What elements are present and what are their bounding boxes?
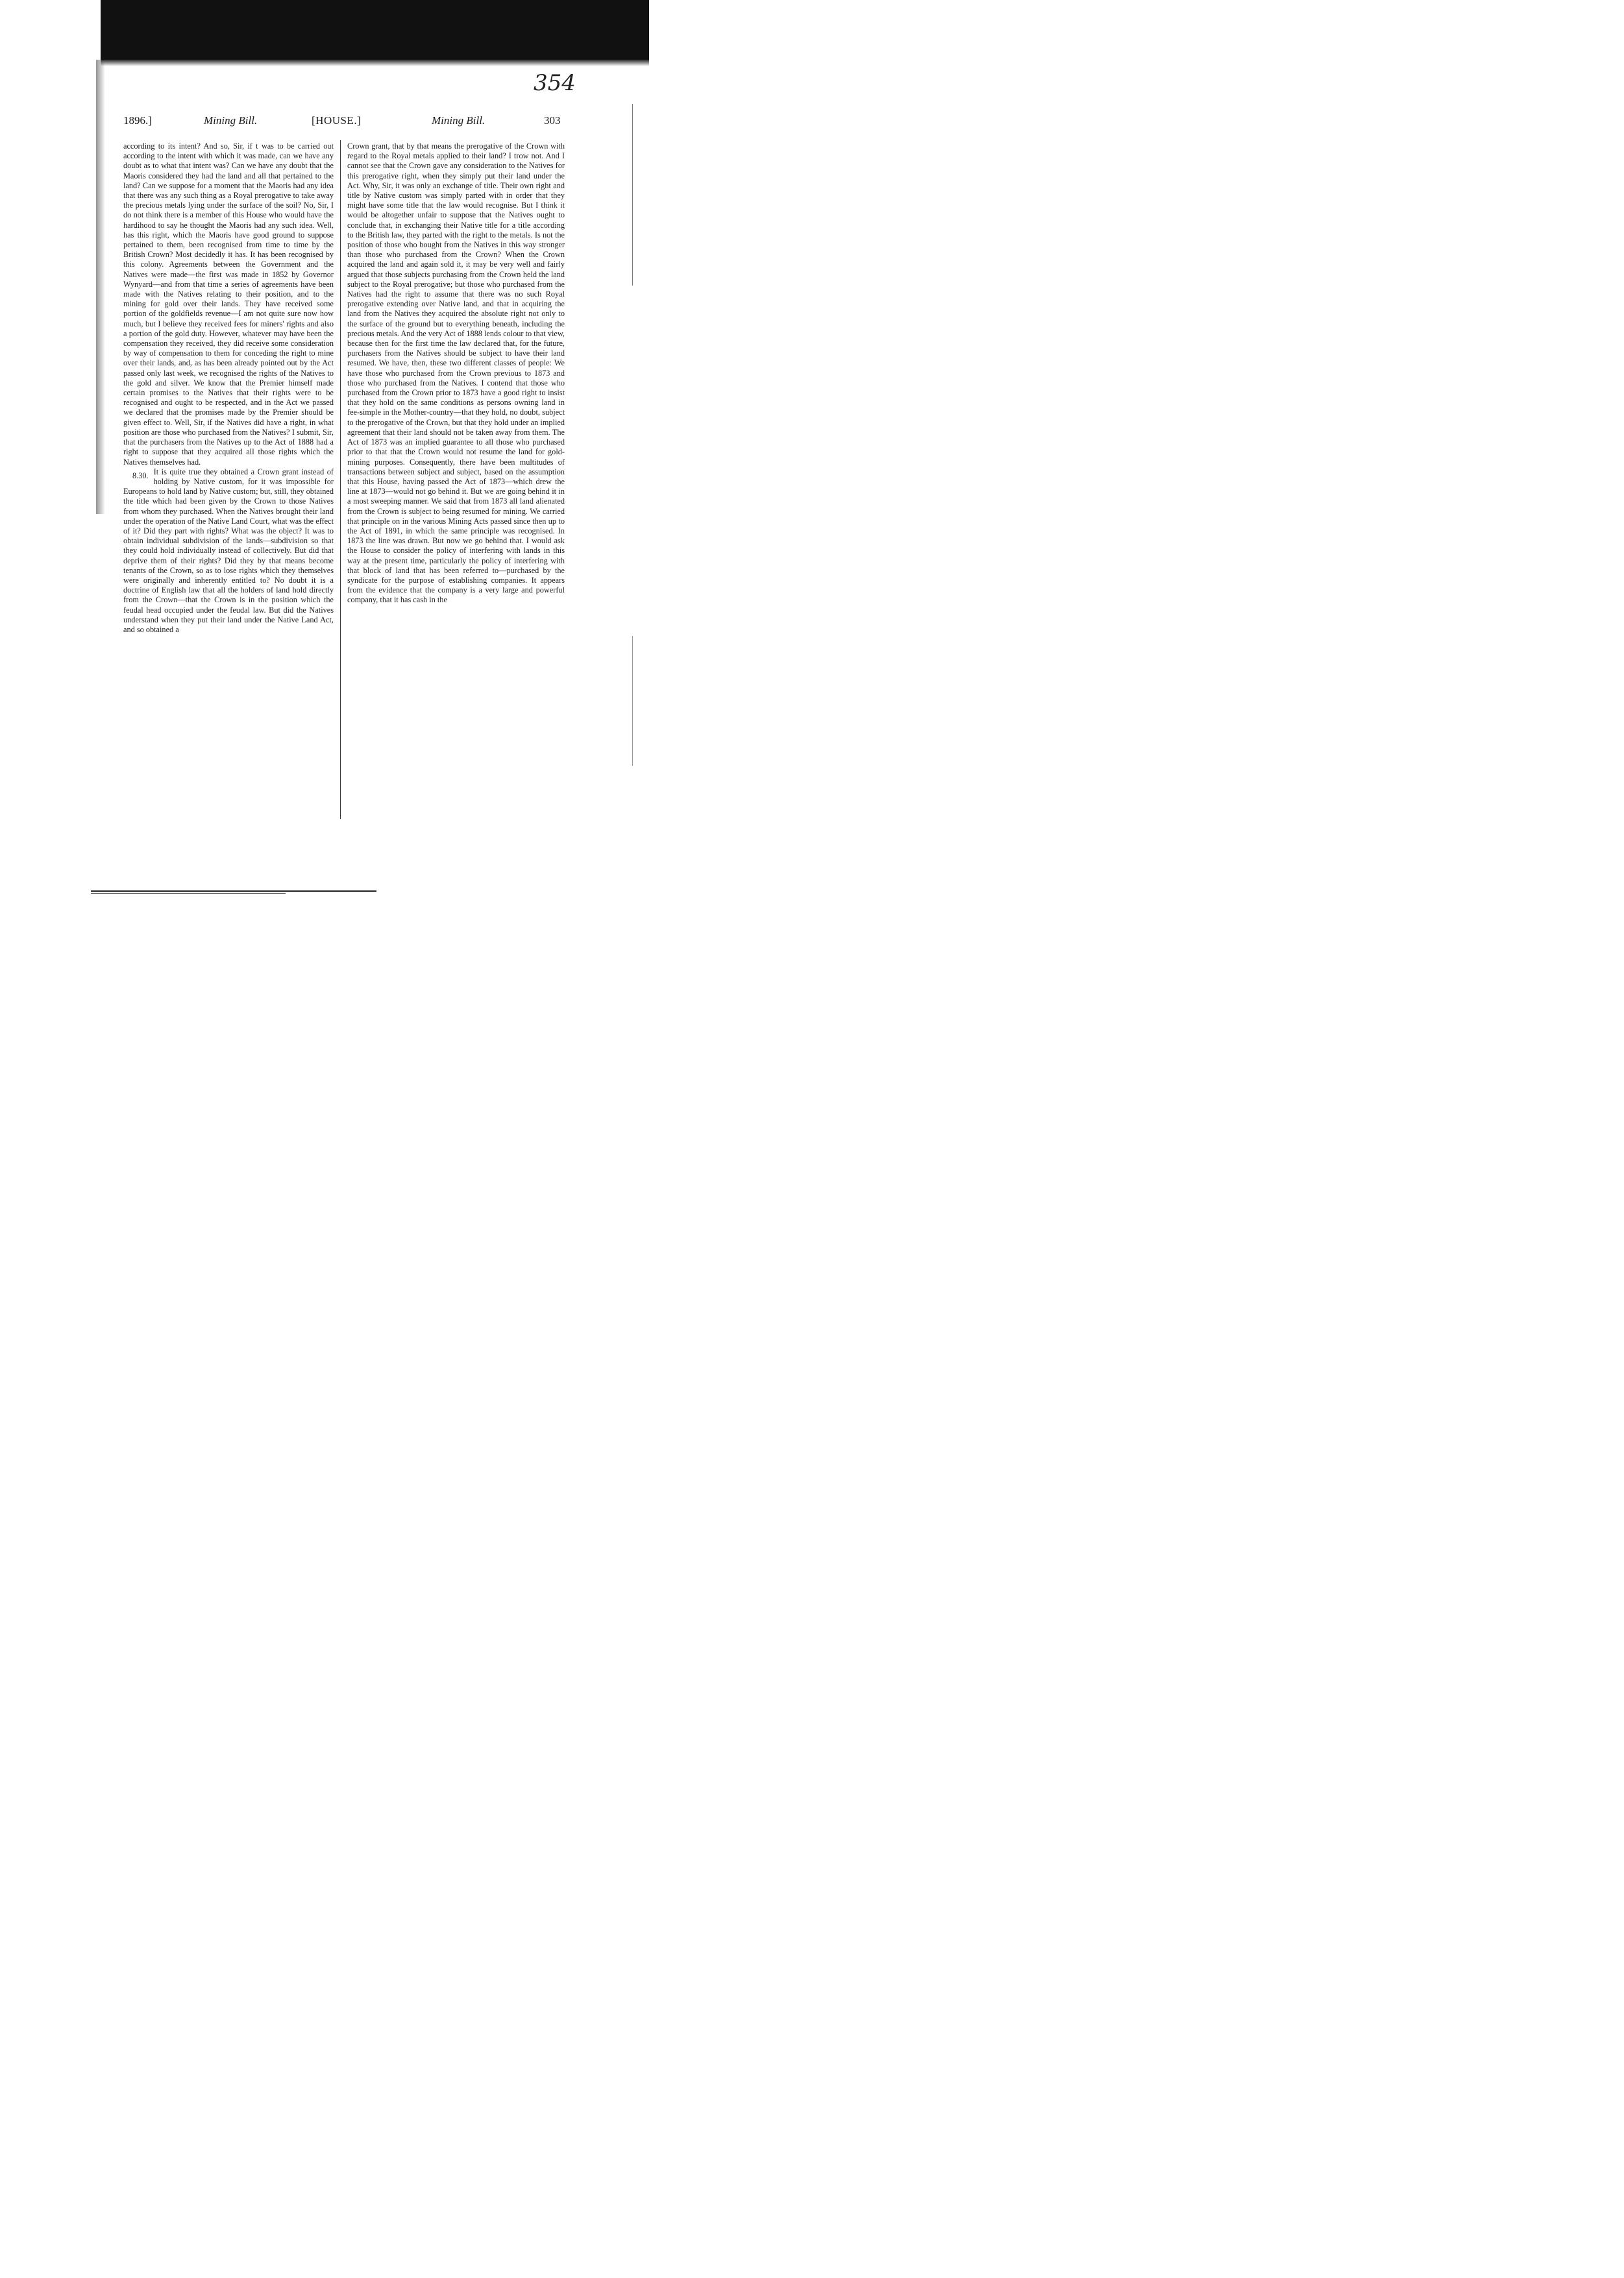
running-head-left-title: Mining Bill. xyxy=(204,114,258,127)
margin-mark xyxy=(632,636,633,766)
handwritten-folio-number: 354 xyxy=(534,70,576,96)
running-head-year: 1896.] xyxy=(123,114,152,127)
scan-dark-border xyxy=(101,0,649,60)
footer-rule xyxy=(91,890,376,892)
debate-timestamp: 8.30. xyxy=(132,471,149,480)
running-head-chamber: [HOUSE.] xyxy=(312,114,362,127)
right-column xyxy=(347,141,565,816)
binding-shadow xyxy=(96,60,105,514)
scan-border-edge xyxy=(101,60,649,66)
right-paragraph-1: Crown grant, that by that means the prerogative of the Crown with regard to the Royal metals applied to their land? I trow not. And I cannot see that the Crown gave any consideration to the Natives for this prerogative right, when they simply put their land under the Act. Why, Sir, it was only an exchange of title. Their own right and title by Native custom was simply parted with in order that they might have some title that the law would recognise. But I think it would be altogether unfair to suppose that the Natives ought to conclude that, in exchanging their Native title for a title according to the British law, they parted with the right to the metals. Is not the position of those who bought from the Natives in this way stronger than those who purchased from the Crown? When the Crown acquired the land and again sold it, it may be very well and fairly argued that those subjects purchasing from the Crown held the land subject to the Royal prerogative; but those who purchased from the Natives had the right to assume that there was no such Royal prerogative extending over Native land, and that in acquiring the land from the Natives they acquired the absolute right not only to the surface of the ground but to everything beneath, including the precious metals. And the very Act of 1888 lends colour to that view, because then for the first time the law declared that, for the future, purchasers from the Natives should be subject to have their land resumed. We have, then, these two different classes of people: We have those who purchased from the Crown previous to 1873 and those who purchased from the Natives. I contend that those who purchased from the Crown prior to 1873 have a good right to insist that they hold on the same conditions as persons owning land in fee-simple in the Mother-country—that they hold, no doubt, subject to the prerogative of the Crown, but that they hold under an implied agreement that their land should not be taken away from them. The Act of 1873 was an implied guarantee to all those who purchased prior to that that the Crown would not resume the land for gold-mining purposes. Consequently, there have been multitudes of transactions between subject and subject, based on the assumption that this House, having passed the Act of 1873—which drew the line at 1873—would not go behind it. But we are going behind it in a most sweeping manner. We said that from 1873 all land alienated from the Crown is subject to being resumed for mining. We carried that principle on in the various Mining Acts passed since then up to the Act of 1891, in which the same principle was recognised. In 1873 the line was drawn. But now we go behind that. I would ask the House to consider the policy of interfering with lands in this way at the present time, particularly the policy of interfering with that block of land that has been referred to—purchased by the syndicate for the purpose of establishing companies. It appears from the evidence that the company is a very large and powerful company, that it has cash in the xyxy=(347,141,565,605)
column-divider xyxy=(340,140,341,819)
footer-rule xyxy=(91,893,286,894)
left-paragraph-1: according to its intent? And so, Sir, if t was to be carried out according to the intent with which it was made, can we have any doubt as to what that intent was? Can we have any doubt that the Maoris considered they had the land and all that pertained to the land? Can we suppose for a moment that the Maoris had any idea that there was any such thing as a Royal prerogative to take away the precious metals lying under the surface of the soil? No, Sir, I do not think there is a member of this House who would have the hardihood to say he thought the Maoris had any such idea. Well, has this right, which the Maoris have good ground to suppose pertained to them, been recognised from time to time by the British Crown? Most decidedly it has. It has been recognised by this colony. Agreements between the Government and the Natives were made—the first was made in 1852 by Governor Wynyard—and from that time a series of agreements have been made with the Natives relating to their position, and to the mining for gold over their lands. They have received some portion of the goldfields revenue—I am not quite sure now how much, but I believe they received fees for miners' rights and also a portion of the gold duty. However, whatever may have been the compensation they received, they did receive some consideration by way of compensation to them for conceding the right to mine over their lands, and, as has been already pointed out by the Act passed only last week, we recognised the rights of the Natives to the gold and silver. We know that the Premier himself made certain promises to the Natives that their rights were to be recognised and ought to be respected, and in the Act we passed we declared that the promises made by the Premier should be given effect to. Well, Sir, if the Natives did have a right, in what position are those who purchased from the Natives? I submit, Sir, that the purchasers from the Natives up to the Act of 1888 had a right to suppose that they acquired all those rights which the Natives themselves had. xyxy=(123,141,334,467)
margin-mark xyxy=(632,104,633,286)
page-number: 303 xyxy=(544,114,561,127)
running-head-right-title: Mining Bill. xyxy=(432,114,486,127)
left-column xyxy=(123,141,334,816)
left-paragraph-2: It is quite true they obtained a Crown grant instead of holding by Native custom, for it was impossible for Europeans to hold land by Native custom; but, still, they obtained the title which had been given by the Crown to those Natives from whom they purchased. When the Natives brought their land under the operation of the Native Land Court, what was the effect of it? Did they part with rights? What was the object? It was to obtain individual subdivision of the lands—subdivision so that they could hold individually instead of collectively. But did that deprive them of their rights? Did they by that means become tenants of the Crown, so as to lose rights which they themselves were originally and inherently entitled to? No doubt it is a doctrine of English law that all the holders of land hold directly from the Crown—that the Crown is in the position which the feudal head occupied under the feudal law. But did the Natives understand when they put their land under the Native Land Act, and so obtained a xyxy=(123,467,334,634)
running-head xyxy=(123,114,565,131)
timestamp-block xyxy=(123,467,334,635)
